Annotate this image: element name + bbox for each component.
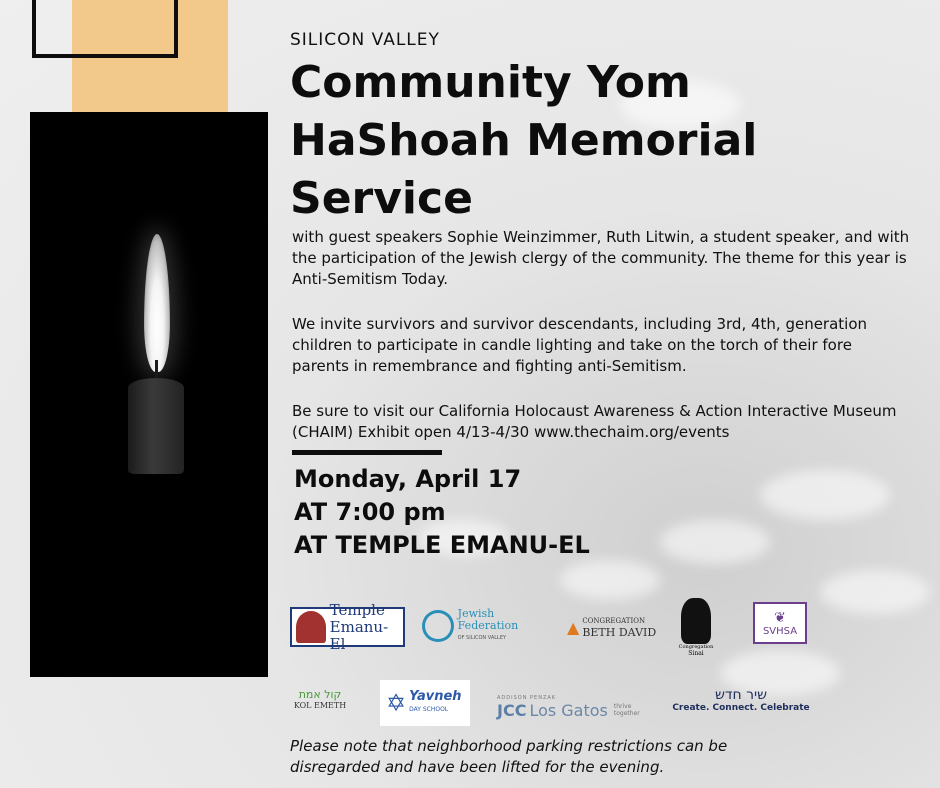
logo-jcc-los-gatos (497, 692, 663, 722)
museum-paragraph: Be sure to visit our California Holocaust Awareness & Action Interactive Museum (CHAIM) Exhibit open 4/13-4/30 www.thechaim.org/events (292, 402, 897, 441)
sinai-top: Congregation (678, 643, 714, 650)
speakers-paragraph: with guest speakers Sophie Weinzimmer, Ruth Litwin, a student speaker, and with the participation of the Jewish clergy of the community. The theme for this year is Anti-Semitism Today. (292, 228, 910, 288)
candle-photo (30, 112, 268, 677)
background-glow (660, 520, 770, 564)
tree-icon (296, 611, 326, 643)
temple-line2: Emanu-El (329, 617, 389, 653)
candle-wick (155, 360, 158, 380)
flame-icon: ▲ (567, 617, 580, 637)
star-of-david-icon: ✡ (386, 689, 407, 717)
shir-hadash-hebrew: שיר חדש (714, 687, 768, 703)
page-title: Community Yom HaShoah Memorial Service (290, 57, 758, 224)
sinai-emblem-icon (681, 598, 711, 644)
invitation-paragraph: We invite survivors and survivor descendants, including 3rd, 4th, generation children to participate in candle lighting and take on the torch of their fore parents in remembrance and fighting anti-Semitism. (292, 315, 868, 375)
background-glow (820, 570, 930, 614)
logo-yavneh (380, 680, 470, 726)
jcc-tag: thrive together (613, 703, 640, 717)
kol-emeth-hebrew: קול אמת (298, 688, 342, 701)
event-date: Monday, April 17 (294, 465, 522, 493)
candle-body (128, 378, 184, 474)
logo-jewish-federation (422, 608, 557, 644)
jcc-name: Los Gatos (529, 700, 608, 720)
logo-congregation-sinai (668, 594, 724, 660)
candle-flame (144, 234, 170, 372)
federation-sub: OF SILICON VALLEY (457, 635, 507, 641)
beth-david-top: CONGREGATION (582, 617, 646, 625)
yavneh-sub: DAY SCHOOL (409, 706, 449, 713)
logo-kol-emeth (292, 673, 348, 725)
event-place: AT TEMPLE EMANU-EL (294, 531, 590, 559)
shir-hadash-tagline: Create. Connect. Celebrate (672, 703, 810, 713)
menorah-icon (422, 610, 454, 642)
dove-icon: ❦ (774, 609, 786, 626)
sinai-name: Sinai (688, 649, 704, 657)
beth-david-name: BETH DAVID (582, 626, 657, 639)
temple-line1: Temple (329, 600, 385, 619)
jcc-top: ADDISON PENZAK (497, 694, 557, 701)
parking-note: Please note that neighborhood parking restrictions can be disregarded and have been lifted for the evening. (290, 737, 728, 776)
jcc-mark: JCC (497, 700, 527, 720)
kol-emeth-name: KOL EMETH (293, 701, 347, 710)
decorative-frame (32, 0, 178, 58)
event-time: AT 7:00 pm (294, 498, 446, 526)
logo-svhsa (753, 602, 807, 644)
divider (292, 450, 442, 455)
logo-temple-emanu-el (290, 600, 405, 653)
yavneh-name: Yavneh (409, 689, 462, 704)
background-glow (560, 560, 660, 600)
federation-name: Jewish Federation (457, 607, 519, 632)
background-glow (760, 470, 890, 520)
logo-beth-david (567, 613, 663, 641)
svhsa-name: SVHSA (762, 625, 798, 637)
logo-shir-hadash (672, 682, 810, 718)
subtitle: SILICON VALLEY (290, 30, 440, 50)
